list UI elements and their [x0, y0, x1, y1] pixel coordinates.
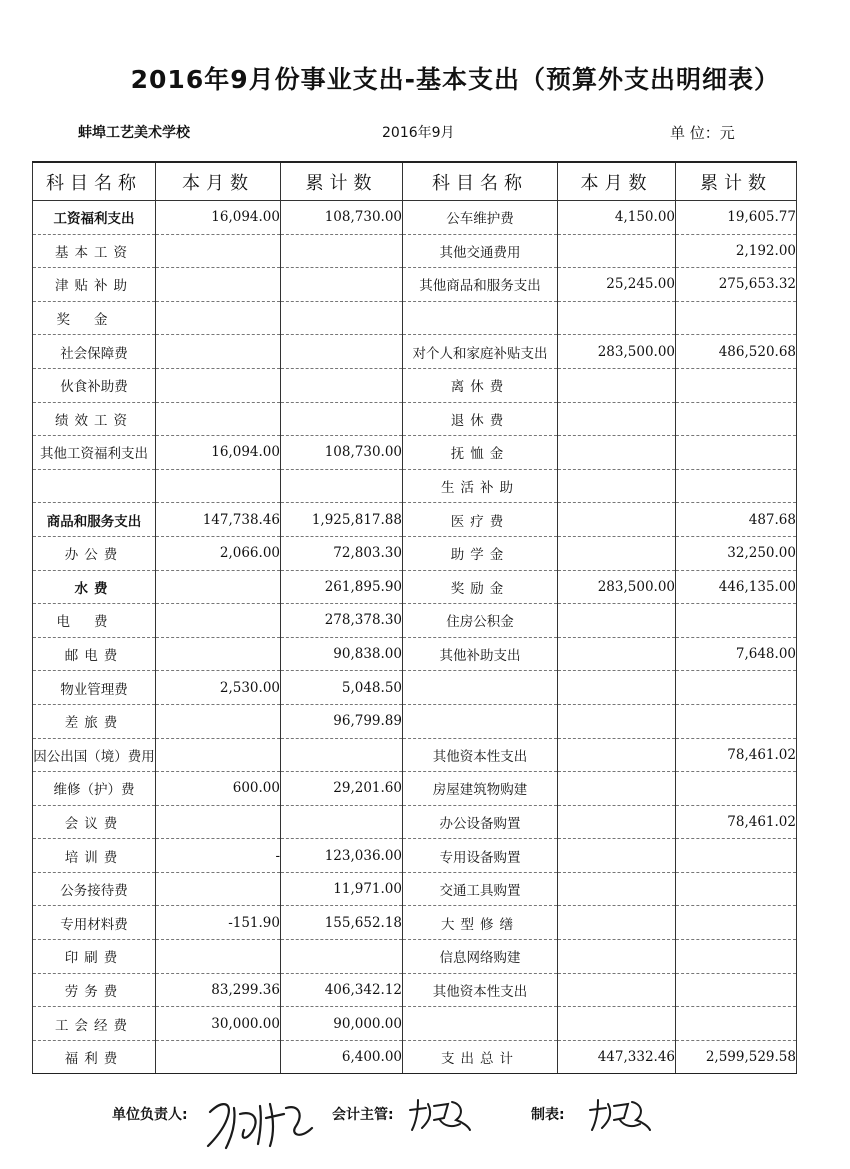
left-subject-cell: 劳务费 — [33, 973, 156, 1007]
left-cumulative-cell: 90,000.00 — [281, 1007, 403, 1041]
left-month-cell: 16,094.00 — [156, 201, 281, 235]
left-cumulative-cell: 6,400.00 — [281, 1040, 403, 1074]
table-row — [33, 234, 797, 268]
left-subject-cell: 物业管理费 — [33, 671, 156, 705]
right-month-cell — [558, 604, 676, 638]
table-row — [33, 368, 797, 402]
right-month-cell — [558, 805, 676, 839]
left-cumulative-cell — [281, 402, 403, 436]
left-month-cell: 16,094.00 — [156, 436, 281, 470]
left-month-cell — [156, 604, 281, 638]
right-month-cell — [558, 234, 676, 268]
left-month-cell — [156, 940, 281, 974]
right-subject-cell: 公车维护费 — [403, 201, 558, 235]
table-row — [33, 301, 797, 335]
right-cumulative-cell: 486,520.68 — [676, 335, 797, 369]
table-row — [33, 402, 797, 436]
right-subject-cell: 抚恤金 — [403, 436, 558, 470]
currency-unit: 单 位：元 — [670, 124, 735, 142]
left-month-cell — [156, 805, 281, 839]
left-subject-cell: 津贴补助 — [33, 268, 156, 302]
table-row — [33, 805, 797, 839]
right-month-cell — [558, 839, 676, 873]
right-cumulative-cell — [676, 704, 797, 738]
table-row — [33, 704, 797, 738]
right-cumulative-cell: 487.68 — [676, 503, 797, 537]
right-month-cell — [558, 301, 676, 335]
left-subject-cell: 培训费 — [33, 839, 156, 873]
right-month-cell — [558, 906, 676, 940]
left-subject-cell: 办公费 — [33, 536, 156, 570]
right-cumulative-cell: 78,461.02 — [676, 805, 797, 839]
right-subject-cell: 交通工具购置 — [403, 872, 558, 906]
right-cumulative-cell — [676, 872, 797, 906]
right-subject-cell — [403, 1007, 558, 1041]
left-subject-cell: 社会保障费 — [33, 335, 156, 369]
page-title: 2016年9月份事业支出-基本支出（预算外支出明细表） — [130, 65, 780, 94]
right-subject-cell: 其他资本性支出 — [403, 738, 558, 772]
right-month-cell: 25,245.00 — [558, 268, 676, 302]
right-cumulative-cell: 7,648.00 — [676, 637, 797, 671]
right-month-cell — [558, 973, 676, 1007]
right-month-cell — [558, 704, 676, 738]
right-cumulative-cell: 2,192.00 — [676, 234, 797, 268]
left-cumulative-cell: 155,652.18 — [281, 906, 403, 940]
expenditure-table-body — [33, 162, 797, 1074]
right-subject-cell: 离休费 — [403, 368, 558, 402]
table-row — [33, 536, 797, 570]
left-month-cell: -151.90 — [156, 906, 281, 940]
left-cumulative-cell: 29,201.60 — [281, 772, 403, 806]
accountant-signature — [404, 1094, 474, 1134]
left-cumulative-cell: 72,803.30 — [281, 536, 403, 570]
table-row — [33, 772, 797, 806]
table-row — [33, 503, 797, 537]
table-row — [33, 469, 797, 503]
right-month-cell — [558, 1007, 676, 1041]
left-subject-cell: 差旅费 — [33, 704, 156, 738]
organization-name: 蚌埠工艺美术学校 — [78, 125, 190, 141]
right-cumulative-cell — [676, 402, 797, 436]
left-month-cell: 147,738.46 — [156, 503, 281, 537]
right-subject-cell: 大型修缮 — [403, 906, 558, 940]
right-cumulative-cell — [676, 940, 797, 974]
right-subject-cell: 其他补助支出 — [403, 637, 558, 671]
right-subject-cell: 专用设备购置 — [403, 839, 558, 873]
report-month: 2016年9月 — [382, 125, 455, 141]
table-row — [33, 637, 797, 671]
table-row — [33, 604, 797, 638]
left-cumulative-cell: 261,895.90 — [281, 570, 403, 604]
left-subject-cell: 水费 — [33, 570, 156, 604]
right-subject-cell: 其他资本性支出 — [403, 973, 558, 1007]
table-row — [33, 872, 797, 906]
left-cumulative-cell — [281, 368, 403, 402]
right-month-cell — [558, 637, 676, 671]
left-cumulative-cell: 1,925,817.88 — [281, 503, 403, 537]
right-month-cell — [558, 738, 676, 772]
left-month-cell — [156, 402, 281, 436]
right-month-cell — [558, 536, 676, 570]
right-cumulative-cell — [676, 671, 797, 705]
right-cumulative-cell — [676, 1007, 797, 1041]
left-subject-cell: 公务接待费 — [33, 872, 156, 906]
left-month-cell — [156, 637, 281, 671]
left-subject-cell: 奖金 — [33, 301, 156, 335]
left-month-cell — [156, 234, 281, 268]
right-cumulative-cell — [676, 368, 797, 402]
right-subject-cell: 办公设备购置 — [403, 805, 558, 839]
left-month-cell — [156, 335, 281, 369]
left-subject-cell: 商品和服务支出 — [33, 503, 156, 537]
right-month-cell — [558, 872, 676, 906]
right-month-cell: 283,500.00 — [558, 570, 676, 604]
left-cumulative-cell: 108,730.00 — [281, 201, 403, 235]
right-cumulative-cell — [676, 839, 797, 873]
right-cumulative-cell: 2,599,529.58 — [676, 1040, 797, 1074]
left-cumulative-cell: 108,730.00 — [281, 436, 403, 470]
left-month-cell — [156, 570, 281, 604]
table-row — [33, 839, 797, 873]
right-cumulative-cell: 446,135.00 — [676, 570, 797, 604]
left-cumulative-cell: 406,342.12 — [281, 973, 403, 1007]
left-subject-cell: 电费 — [33, 604, 156, 638]
left-subject-cell: 绩效工资 — [33, 402, 156, 436]
right-subject-cell — [403, 671, 558, 705]
header-left-subject: 科目名称 — [33, 162, 156, 201]
left-month-cell: 600.00 — [156, 772, 281, 806]
left-subject-cell: 工资福利支出 — [33, 201, 156, 235]
left-cumulative-cell: 123,036.00 — [281, 839, 403, 873]
table-row — [33, 973, 797, 1007]
left-month-cell: 2,530.00 — [156, 671, 281, 705]
left-month-cell — [156, 704, 281, 738]
accountant-label: 会计主管: — [332, 1107, 394, 1123]
left-cumulative-cell: 90,838.00 — [281, 637, 403, 671]
left-month-cell — [156, 301, 281, 335]
right-cumulative-cell: 32,250.00 — [676, 536, 797, 570]
right-month-cell: 283,500.00 — [558, 335, 676, 369]
right-month-cell — [558, 469, 676, 503]
right-subject-cell — [403, 704, 558, 738]
left-month-cell — [156, 1040, 281, 1074]
preparer-signature — [584, 1094, 654, 1134]
unit-head-label: 单位负责人: — [112, 1107, 188, 1123]
right-cumulative-cell — [676, 906, 797, 940]
right-month-cell: 4,150.00 — [558, 201, 676, 235]
right-subject-cell: 奖励金 — [403, 570, 558, 604]
table-row — [33, 1007, 797, 1041]
right-cumulative-cell — [676, 973, 797, 1007]
left-cumulative-cell: 11,971.00 — [281, 872, 403, 906]
left-subject-cell: 维修（护）费 — [33, 772, 156, 806]
right-cumulative-cell — [676, 604, 797, 638]
left-month-cell: - — [156, 839, 281, 873]
table-row — [33, 335, 797, 369]
right-subject-cell: 其他商品和服务支出 — [403, 268, 558, 302]
right-cumulative-cell — [676, 436, 797, 470]
left-cumulative-cell — [281, 738, 403, 772]
unit-head-signature — [200, 1090, 320, 1152]
left-subject-cell: 福利费 — [33, 1040, 156, 1074]
header-right-subject: 科目名称 — [403, 162, 558, 201]
left-month-cell: 83,299.36 — [156, 973, 281, 1007]
left-cumulative-cell — [281, 301, 403, 335]
left-cumulative-cell — [281, 940, 403, 974]
right-subject-cell: 住房公积金 — [403, 604, 558, 638]
table-header-row — [33, 162, 797, 201]
right-cumulative-cell — [676, 772, 797, 806]
table-row — [33, 570, 797, 604]
preparer-label: 制表: — [531, 1107, 565, 1123]
right-cumulative-cell: 19,605.77 — [676, 201, 797, 235]
right-month-cell — [558, 368, 676, 402]
left-subject-cell: 伙食补助费 — [33, 368, 156, 402]
right-subject-cell: 医疗费 — [403, 503, 558, 537]
left-cumulative-cell: 5,048.50 — [281, 671, 403, 705]
left-subject-cell: 会议费 — [33, 805, 156, 839]
right-month-cell — [558, 772, 676, 806]
table-row — [33, 268, 797, 302]
header-right-cumulative: 累计数 — [676, 162, 797, 201]
left-cumulative-cell — [281, 335, 403, 369]
left-subject-cell: 基本工资 — [33, 234, 156, 268]
table-row — [33, 201, 797, 235]
left-cumulative-cell: 278,378.30 — [281, 604, 403, 638]
right-cumulative-cell: 275,653.32 — [676, 268, 797, 302]
left-month-cell: 2,066.00 — [156, 536, 281, 570]
right-cumulative-cell: 78,461.02 — [676, 738, 797, 772]
right-subject-cell: 其他交通费用 — [403, 234, 558, 268]
right-cumulative-cell — [676, 469, 797, 503]
right-subject-cell: 支出总计 — [403, 1040, 558, 1074]
left-month-cell — [156, 469, 281, 503]
table-row — [33, 436, 797, 470]
table-row — [33, 906, 797, 940]
right-month-cell — [558, 940, 676, 974]
right-month-cell — [558, 436, 676, 470]
left-subject-cell: 邮电费 — [33, 637, 156, 671]
right-subject-cell: 助学金 — [403, 536, 558, 570]
table-row — [33, 738, 797, 772]
left-month-cell — [156, 268, 281, 302]
header-left-cumulative: 累计数 — [281, 162, 403, 201]
right-subject-cell: 退休费 — [403, 402, 558, 436]
header-right-month: 本月数 — [558, 162, 676, 201]
table-row — [33, 940, 797, 974]
left-subject-cell: 因公出国（境）费用 — [33, 738, 156, 772]
left-subject-cell: 专用材料费 — [33, 906, 156, 940]
left-month-cell — [156, 368, 281, 402]
right-subject-cell: 生活补助 — [403, 469, 558, 503]
left-cumulative-cell: 96,799.89 — [281, 704, 403, 738]
left-subject-cell: 其他工资福利支出 — [33, 436, 156, 470]
right-subject-cell — [403, 301, 558, 335]
left-subject-cell: 印刷费 — [33, 940, 156, 974]
right-cumulative-cell — [676, 301, 797, 335]
right-month-cell — [558, 671, 676, 705]
left-month-cell: 30,000.00 — [156, 1007, 281, 1041]
table-row — [33, 671, 797, 705]
left-subject-cell — [33, 469, 156, 503]
right-subject-cell: 对个人和家庭补贴支出 — [403, 335, 558, 369]
right-month-cell — [558, 402, 676, 436]
right-subject-cell: 信息网络购建 — [403, 940, 558, 974]
right-month-cell — [558, 503, 676, 537]
left-subject-cell: 工会经费 — [33, 1007, 156, 1041]
right-month-cell: 447,332.46 — [558, 1040, 676, 1074]
left-cumulative-cell — [281, 469, 403, 503]
header-left-month: 本月数 — [156, 162, 281, 201]
left-cumulative-cell — [281, 805, 403, 839]
right-subject-cell: 房屋建筑物购建 — [403, 772, 558, 806]
left-month-cell — [156, 738, 281, 772]
expenditure-table — [32, 161, 797, 1074]
left-cumulative-cell — [281, 268, 403, 302]
table-row — [33, 1040, 797, 1074]
left-cumulative-cell — [281, 234, 403, 268]
left-month-cell — [156, 872, 281, 906]
